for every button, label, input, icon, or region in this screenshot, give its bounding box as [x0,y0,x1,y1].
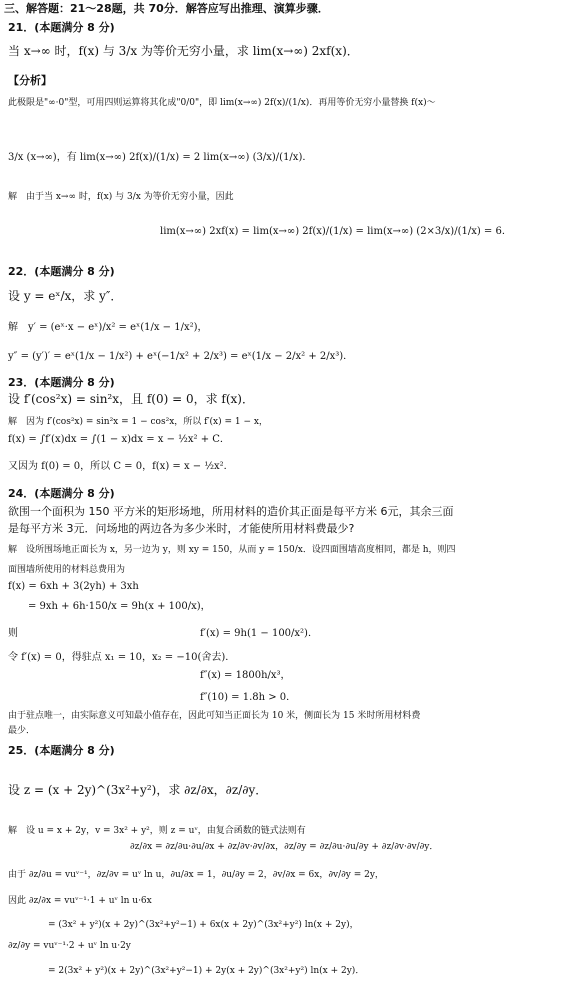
problem-21-solution-line-1: 解 由于当 x→∞ 时，f(x) 与 3/x 为等价无穷小量，因此 [8,192,234,202]
problem-21-solution-line-2: lim(x→∞) 2xf(x) = lim(x→∞) 2f(x)/(1/x) = lim(x→∞) (2×3/x)/(1/x) = 6． [160,226,512,237]
problem-24-statement-line-2: 是每平方米 3元．问场地的两边各为多少米时，才能使所用材料费最少? [8,522,355,535]
problem-24-solution-line-2: 面围墙所使用的材料总费用为 [8,565,126,575]
problem-21-analysis-tag: 【分析】 [8,74,52,87]
problem-23-header: 23．(本题满分 8 分) [8,376,115,389]
problem-24-header: 24．(本题满分 8 分) [8,487,115,500]
problem-22-header: 22．(本题满分 8 分) [8,265,115,278]
problem-25-solution-line-3: 由于 ∂z/∂u = vuᵛ⁻¹，∂z/∂v = uᵛ ln u，∂u/∂x = 1，∂u/∂y = 2，∂v/∂x = 6x，∂v/∂y = 2y， [8,870,384,880]
problem-24-statement-line-1: 欲围一个面积为 150 平方米的矩形场地，所用材料的造价其正面是每平方米 6元，其余三面 [8,505,454,518]
problem-25-solution-line-5: = (3x² + y²)(x + 2y)^(3x²+y²−1) + 6x(x + 2y)^(3x²+y²) ln(x + 2y)， [48,920,359,930]
problem-21-header: 21．(本题满分 8 分) [8,21,115,34]
problem-21-analysis-line-2: 3/x (x→∞)，有 lim(x→∞) 2f(x)/(1/x) = 2 lim(x→∞) (3/x)/(1/x)． [8,152,313,163]
problem-24-solution-line-11: 最少． [8,726,36,736]
problem-24-solution-line-3: f(x) = 6xh + 3(2yh) + 3xh [8,581,139,592]
problem-25-solution-line-4: 因此 ∂z/∂x = vuᵛ⁻¹·1 + uᵛ ln u·6x [8,896,152,906]
problem-25-solution-line-1: 解 设 u = x + 2y，v = 3x² + y²，则 z = uᵛ，由复合函数的链式法则有 [8,826,306,836]
problem-24-solution-line-1: 解 设所围场地正面长为 x，另一边为 y，则 xy = 150，从而 y = 150/x．设四面围墙高度相同，都是 h，则四 [8,545,456,555]
problem-22-solution-line-2: y″ = (y′)′ = eˣ(1/x − 1/x²) + eˣ(−1/x² + 2/x³) = eˣ(1/x − 2/x² + 2/x³)． [8,351,354,362]
problem-24-solution-line-4: = 9xh + 6h·150/x = 9h(x + 100/x)， [28,601,211,612]
problem-22-statement: 设 y = eˣ/x，求 y″． [8,289,123,303]
problem-23-solution-line-1: 解 因为 f′(cos²x) = sin²x = 1 − cos²x，所以 f′(x) = 1 − x， [8,417,268,427]
problem-23-solution-line-2: f(x) = ∫f′(x)dx = ∫(1 − x)dx = x − ½x² + C． [8,434,230,445]
problem-25-header: 25．(本题满分 8 分) [8,744,115,757]
section-title: 三、解答题：21～28题，共 70分．解答应写出推理、演算步骤． [4,2,329,15]
problem-24-solution-line-5: 则 [8,628,18,639]
problem-21-statement: 当 x→∞ 时，f(x) 与 3/x 为等价无穷小量，求 lim(x→∞) 2xf(x)． [8,44,359,58]
problem-23-statement: 设 f′(cos²x) = sin²x，且 f(0) = 0，求 f(x)． [8,392,254,406]
problem-25-solution-line-6: ∂z/∂y = vuᵛ⁻¹·2 + uᵛ ln u·2y [8,941,131,951]
problem-24-solution-line-7: 令 f′(x) = 0，得驻点 x₁ = 10，x₂ = −10(舍去)． [8,652,236,663]
problem-25-solution-line-2: ∂z/∂x = ∂z/∂u·∂u/∂x + ∂z/∂v·∂v/∂x，∂z/∂y = ∂z/∂u·∂u/∂y + ∂z/∂v·∂v/∂y． [130,842,439,852]
problem-24-solution-line-8: f″(x) = 1800h/x³， [200,670,291,681]
problem-25-statement: 设 z = (x + 2y)^(3x²+y²)，求 ∂z/∂x，∂z/∂y． [8,783,268,797]
problem-21-analysis-line-1: 此极限是"∞·0"型，可用四则运算将其化成"0/0"，即 lim(x→∞) 2f(x)/(1/x)．再用等价无穷小量替换 f(x)～ [8,98,436,108]
problem-22-solution-line-1: 解 y′ = (eˣ·x − eˣ)/x² = eˣ(1/x − 1/x²)， [8,322,208,333]
problem-25-solution-line-7: = 2(3x² + y²)(x + 2y)^(3x²+y²−1) + 2y(x + 2y)^(3x²+y²) ln(x + 2y)． [48,966,365,976]
problem-23-solution-line-3: 又因为 f(0) = 0，所以 C = 0，f(x) = x − ½x²． [8,461,234,472]
problem-24-solution-line-6: f′(x) = 9h(1 − 100/x²)． [200,628,318,639]
problem-24-solution-line-9: f″(10) = 1.8h > 0． [200,692,297,703]
problem-24-solution-line-10: 由于驻点唯一，由实际意义可知最小值存在，因此可知当正面长为 10 米，侧面长为 15 米时所用材料费 [8,711,421,721]
